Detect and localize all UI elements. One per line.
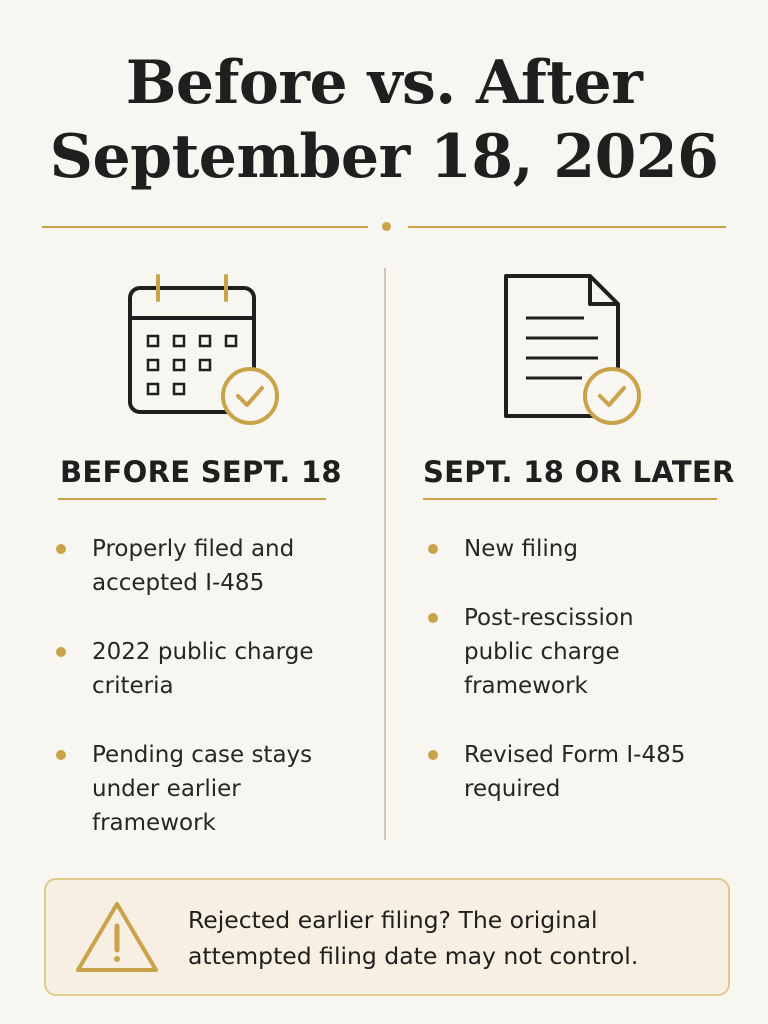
title-divider-right bbox=[408, 226, 726, 228]
after-item-text: New filing bbox=[464, 536, 578, 562]
warning-text: Rejected earlier filing? The original attempted filing date may not control. bbox=[188, 906, 639, 970]
bullet-dot bbox=[428, 544, 438, 554]
document-check-icon bbox=[498, 270, 648, 430]
after-heading: SEPT. 18 OR LATER bbox=[423, 455, 735, 489]
list-item bbox=[54, 738, 342, 840]
bullet-dot bbox=[428, 750, 438, 760]
list-item bbox=[426, 601, 684, 703]
after-list bbox=[426, 532, 726, 841]
bullet-dot bbox=[56, 750, 66, 760]
title-divider-dot bbox=[382, 222, 391, 231]
title-line-2: September 18, 2026 bbox=[49, 122, 719, 192]
after-item-text: Post-rescission public charge framework bbox=[464, 605, 634, 699]
title-divider-left bbox=[42, 226, 368, 228]
before-item-text: Pending case stays under earlier framework bbox=[92, 742, 313, 836]
page-title bbox=[0, 46, 768, 194]
title-line-1: Before vs. After bbox=[125, 48, 643, 118]
list-item bbox=[426, 738, 724, 806]
before-heading: BEFORE SEPT. 18 bbox=[60, 455, 342, 489]
list-item bbox=[54, 532, 322, 600]
column-divider bbox=[384, 268, 386, 840]
warning-callout bbox=[44, 878, 730, 996]
calendar-check-icon bbox=[124, 270, 284, 430]
bullet-dot bbox=[56, 544, 66, 554]
before-list bbox=[54, 532, 364, 875]
list-item bbox=[54, 635, 342, 703]
list-item bbox=[426, 532, 694, 566]
after-item-text: Revised Form I-485 required bbox=[464, 742, 686, 802]
before-item-text: Properly filed and accepted I-485 bbox=[92, 536, 295, 596]
after-heading-underline bbox=[423, 498, 717, 500]
bullet-dot bbox=[428, 613, 438, 623]
warning-icon bbox=[72, 898, 162, 983]
bullet-dot bbox=[56, 647, 66, 657]
before-item-text: 2022 public charge criteria bbox=[92, 639, 314, 699]
before-heading-underline bbox=[58, 498, 326, 500]
